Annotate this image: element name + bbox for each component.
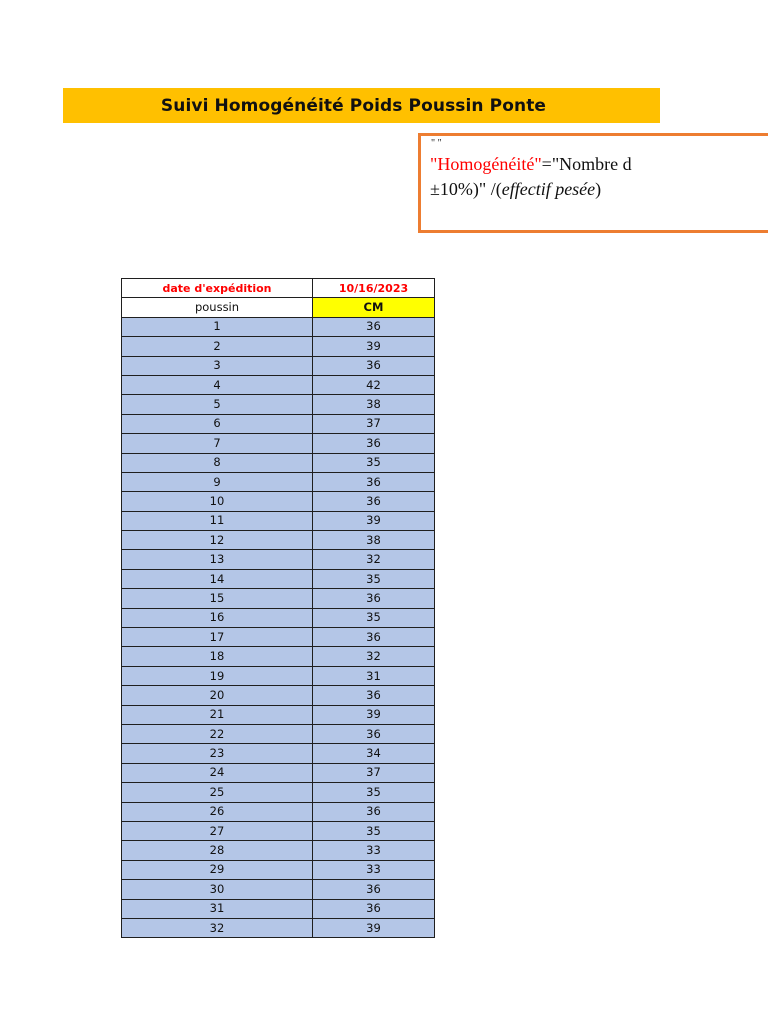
weight-value-cell[interactable]: 32 <box>313 550 435 569</box>
table-row <box>122 880 435 899</box>
weight-value-cell[interactable]: 35 <box>313 783 435 802</box>
formula-textbox <box>418 133 768 233</box>
weight-value-cell[interactable]: 38 <box>313 531 435 550</box>
weight-value-cell[interactable]: 36 <box>313 492 435 511</box>
poussin-number-cell[interactable]: 15 <box>122 589 313 608</box>
weight-value-cell[interactable]: 35 <box>313 821 435 840</box>
poussin-number-cell[interactable]: 26 <box>122 802 313 821</box>
weight-value-cell[interactable]: 39 <box>313 337 435 356</box>
table-row <box>122 686 435 705</box>
weight-value-cell[interactable]: 35 <box>313 569 435 588</box>
weight-value-cell[interactable]: 36 <box>313 724 435 743</box>
table-row <box>122 395 435 414</box>
table-row <box>122 724 435 743</box>
table-row <box>122 763 435 782</box>
weight-value-cell[interactable]: 35 <box>313 608 435 627</box>
weight-value-cell[interactable]: 39 <box>313 705 435 724</box>
weight-value-cell[interactable]: 36 <box>313 317 435 336</box>
poussin-number-cell[interactable]: 22 <box>122 724 313 743</box>
table-row <box>122 860 435 879</box>
table-row <box>122 628 435 647</box>
weight-value-cell[interactable]: 33 <box>313 841 435 860</box>
poussin-header-cell[interactable]: poussin <box>122 298 313 317</box>
weight-value-cell[interactable]: 37 <box>313 414 435 433</box>
title-banner <box>63 88 660 123</box>
weight-value-cell[interactable]: 39 <box>313 511 435 530</box>
table-row <box>122 550 435 569</box>
poussin-number-cell[interactable]: 21 <box>122 705 313 724</box>
weight-value-cell[interactable]: 36 <box>313 899 435 918</box>
weight-value-cell[interactable]: 36 <box>313 356 435 375</box>
weight-value-cell[interactable]: 36 <box>313 686 435 705</box>
poussin-number-cell[interactable]: 8 <box>122 453 313 472</box>
poussin-number-cell[interactable]: 24 <box>122 763 313 782</box>
poussin-number-cell[interactable]: 31 <box>122 899 313 918</box>
table-row <box>122 589 435 608</box>
poussin-number-cell[interactable]: 4 <box>122 375 313 394</box>
table-row <box>122 569 435 588</box>
formula-line-2-end: ) <box>595 179 602 199</box>
table-row <box>122 666 435 685</box>
weight-value-cell[interactable]: 42 <box>313 375 435 394</box>
table-row <box>122 608 435 627</box>
weight-value-cell[interactable]: 33 <box>313 860 435 879</box>
table-row <box>122 317 435 336</box>
poussin-number-cell[interactable]: 7 <box>122 434 313 453</box>
poussin-number-cell[interactable]: 17 <box>122 628 313 647</box>
table-row <box>122 899 435 918</box>
table-row <box>122 802 435 821</box>
formula-line-2-start: ±10%)" /( <box>430 179 502 199</box>
poussin-number-cell[interactable]: 29 <box>122 860 313 879</box>
formula-term: "Homogénéité" <box>430 154 542 174</box>
date-value-cell[interactable]: 10/16/2023 <box>313 279 435 298</box>
table-row <box>122 841 435 860</box>
poussin-number-cell[interactable]: 27 <box>122 821 313 840</box>
table-row <box>122 356 435 375</box>
table-row <box>122 821 435 840</box>
poussin-number-cell[interactable]: 30 <box>122 880 313 899</box>
sheet-title: Suivi Homogénéité Poids Poussin Ponte <box>160 95 547 116</box>
table-row <box>122 414 435 433</box>
weight-value-cell[interactable]: 32 <box>313 647 435 666</box>
weight-value-cell[interactable]: 36 <box>313 802 435 821</box>
table-row <box>122 531 435 550</box>
weight-value-cell[interactable]: 31 <box>313 666 435 685</box>
poussin-number-cell[interactable]: 23 <box>122 744 313 763</box>
weight-value-cell[interactable]: 38 <box>313 395 435 414</box>
weight-value-cell[interactable]: 36 <box>313 434 435 453</box>
weight-table <box>121 278 435 938</box>
table-row <box>122 492 435 511</box>
poussin-number-cell[interactable]: 20 <box>122 686 313 705</box>
poussin-number-cell[interactable]: 25 <box>122 783 313 802</box>
formula-line-1 <box>430 154 632 175</box>
header-row-columns <box>122 298 435 317</box>
poussin-number-cell[interactable]: 1 <box>122 317 313 336</box>
poussin-number-cell[interactable]: 19 <box>122 666 313 685</box>
weight-value-cell[interactable]: 36 <box>313 589 435 608</box>
poussin-number-cell[interactable]: 3 <box>122 356 313 375</box>
weight-value-cell[interactable]: 36 <box>313 880 435 899</box>
table-row <box>122 434 435 453</box>
table-row <box>122 472 435 491</box>
weight-value-cell[interactable]: 35 <box>313 453 435 472</box>
formula-quotes: " " <box>431 138 442 149</box>
date-label-cell[interactable]: date d'expédition <box>122 279 313 298</box>
weight-value-cell[interactable]: 37 <box>313 763 435 782</box>
table-row <box>122 375 435 394</box>
poussin-number-cell[interactable]: 18 <box>122 647 313 666</box>
table-row <box>122 511 435 530</box>
table-row <box>122 647 435 666</box>
table-row <box>122 337 435 356</box>
poussin-number-cell[interactable]: 14 <box>122 569 313 588</box>
poussin-number-cell[interactable]: 13 <box>122 550 313 569</box>
formula-line-2-italic: effectif pesée <box>501 179 596 199</box>
poussin-number-cell[interactable]: 6 <box>122 414 313 433</box>
poussin-number-cell[interactable]: 16 <box>122 608 313 627</box>
table-row <box>122 783 435 802</box>
poussin-number-cell[interactable]: 12 <box>122 531 313 550</box>
poussin-number-cell[interactable]: 5 <box>122 395 313 414</box>
weight-value-cell[interactable]: 36 <box>313 472 435 491</box>
weight-value-cell[interactable]: 34 <box>313 744 435 763</box>
cm-header-cell[interactable]: CM <box>313 298 435 317</box>
weight-value-cell[interactable]: 36 <box>313 628 435 647</box>
weight-value-cell[interactable]: 39 <box>313 918 435 937</box>
poussin-number-cell[interactable]: 10 <box>122 492 313 511</box>
poussin-number-cell[interactable]: 2 <box>122 337 313 356</box>
poussin-number-cell[interactable]: 32 <box>122 918 313 937</box>
formula-line-2 <box>430 179 601 200</box>
formula-line-1-rest: ="Nombre d <box>541 154 632 174</box>
table-row <box>122 453 435 472</box>
header-row-date <box>122 279 435 298</box>
table-row <box>122 744 435 763</box>
table-row <box>122 918 435 937</box>
poussin-number-cell[interactable]: 9 <box>122 472 313 491</box>
poussin-number-cell[interactable]: 11 <box>122 511 313 530</box>
poussin-number-cell[interactable]: 28 <box>122 841 313 860</box>
table-row <box>122 705 435 724</box>
